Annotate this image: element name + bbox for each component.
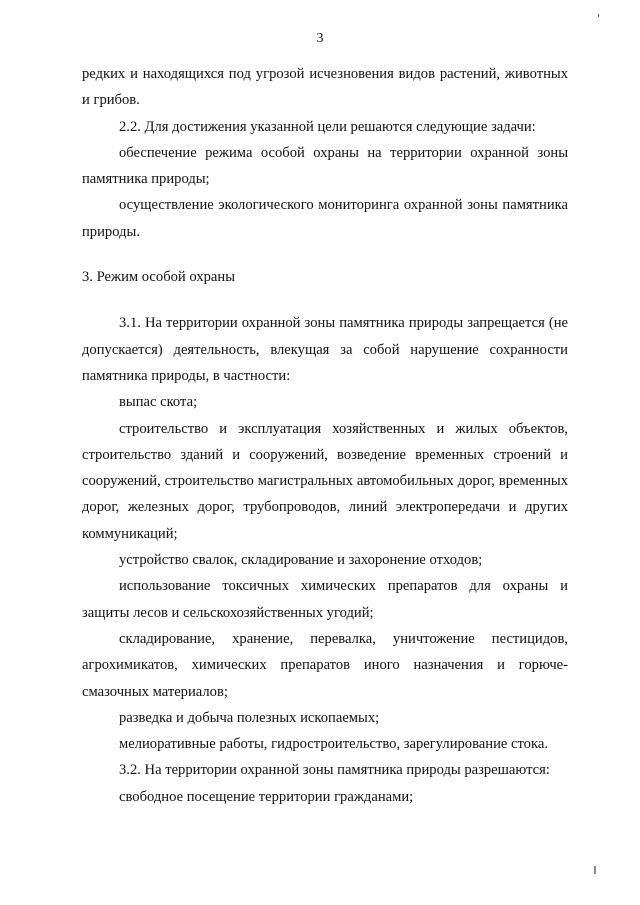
list-item: разведка и добыча полезных ископаемых; [119, 709, 380, 726]
paragraph-3-1: 3.1. На территории охранной зоны памятника природы запрещается (не допускается) деятельность, влекущая за собой нарушение сохранности памятника природы, в частности: [82, 315, 568, 384]
paragraph-continuation: редких и находящихся под угрозой исчезновения видов растений, животных и грибов. [82, 66, 568, 109]
list-item: мелиоративные работы, гидростроительство, зарегулирование стока. [119, 736, 548, 753]
list-item: строительство и эксплуатация хозяйственных и жилых объектов, строительство зданий и сооружений, возведение временных строений и сооружений, строительство магистральных автомобильных дорог, временных дорог, железных дорог, трубопроводов, линий электропередачи и других коммуникаций; [82, 420, 568, 542]
section-heading: 3. Режим особой охраны [82, 269, 236, 286]
paragraph-3-2: 3.2. На территории охранной зоны памятника природы разрешаются: [119, 762, 550, 779]
paragraph-task-1: обеспечение режима особой охраны на территории охранной зоны памятника природы; [82, 144, 568, 188]
list-item: использование токсичных химических препаратов для охраны и защиты лесов и сельскохозяйственных угодий; [82, 578, 568, 621]
page-number: 3 [316, 31, 324, 46]
paragraph-task-2: осуществление экологического мониторинга охранной зоны памятника природы. [82, 197, 568, 240]
list-item: выпас скота; [119, 394, 198, 411]
list-item: устройство свалок, складирование и захоронение отходов; [119, 552, 483, 569]
list-item: свободное посещение территории гражданами; [119, 788, 414, 805]
document-body [82, 61, 568, 810]
paragraph-2-2: 2.2. Для достижения указанной цели решаются следующие задачи: [119, 118, 536, 135]
scan-mark [594, 866, 596, 874]
list-item: складирование, хранение, перевалка, уничтожение пестицидов, агрохимикатов, химических препаратов иного назначения и горюче-смазочных материалов; [82, 630, 568, 700]
scan-mark [598, 14, 599, 17]
